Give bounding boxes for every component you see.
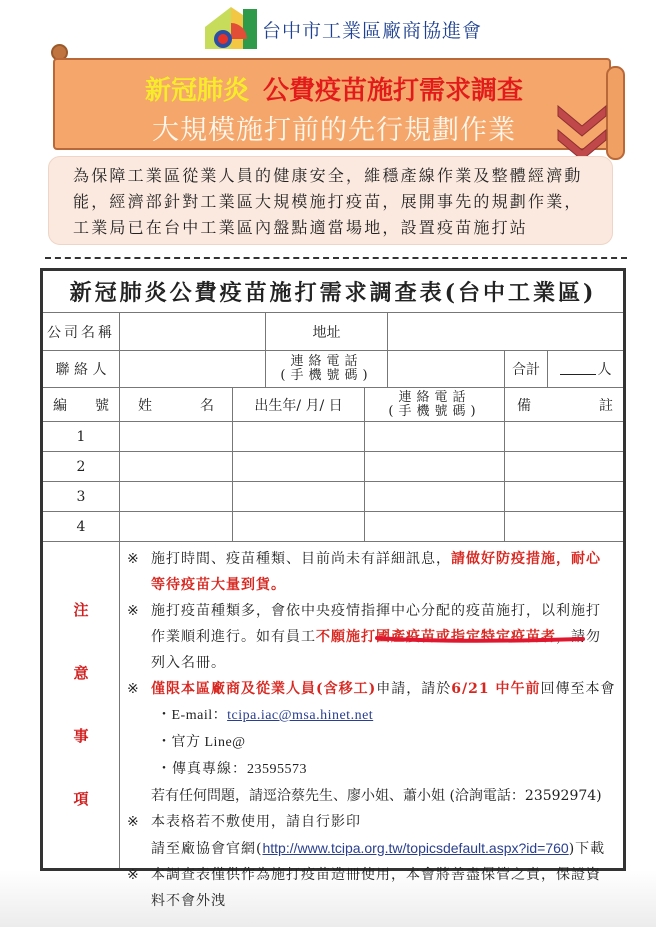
notes-body [121,542,623,909]
phone-field[interactable] [365,482,505,512]
notes-label-char: 注 [73,601,89,619]
phone-field[interactable] [365,422,505,452]
house-logo-icon [203,5,259,49]
intro-box [48,156,613,245]
note-text: 作業順利進行。如有員工 [151,629,316,645]
note-emphasis: 等待疫苗大量到貨。 [151,577,286,593]
email-label: ・E-mail： [157,708,228,723]
header-text: 連絡電話 [398,389,471,405]
form-title: 新冠肺炎公費疫苗施打需求調查表(台中工業區) [43,271,623,313]
note-2 [127,598,623,624]
banner-subtitle: 大規模施打前的先行規劃作業 [152,115,516,146]
phone-label-line1: 連絡電話 [290,354,363,369]
intro-line: 工業局已在台中工業區內盤點適當場地，設置疫苗施打站 [73,218,529,237]
contact-field[interactable] [120,351,266,388]
total-field[interactable] [548,351,623,388]
email-link[interactable]: tcipa.iac@msa.hinet.net [227,708,374,723]
note-text: 料不會外洩 [151,893,226,909]
remark-field[interactable] [505,422,623,452]
total-blank[interactable] [560,363,596,375]
contact-phone-field[interactable] [388,351,505,388]
address-label: 地址 [266,313,388,351]
note-3 [127,676,623,702]
note-text: ，請勿 [556,629,601,645]
note-emphasis: 不願施打國產疫苗或指定特定疫苗者 [316,629,556,645]
contact-info-line: 若有任何問題，請逕洽蔡先生、廖小姐、蕭小姐 (洽詢電話：23592974) [151,788,602,804]
header-text: 編 [53,397,67,414]
note-mark: ※ [127,867,140,883]
row-number: 1 [43,422,120,452]
note-text: )下載 [568,841,606,857]
banner-title-main: 公費疫苗施打需求調查 [263,76,524,106]
column-header-phone [365,388,505,422]
contact-phone-label [266,351,388,388]
organization-name: 台中市工業區廠商協進會 [262,20,483,42]
survey-form [40,268,626,909]
header-text: (手機號碼) [388,403,481,419]
double-chevron-down-icon [556,104,608,162]
note-text: 施打疫苗種類多，會依中央疫情指揮中心分配的疫苗施打，以利施打 [151,603,601,619]
dob-field[interactable] [233,452,365,482]
banner-title [55,70,613,107]
note-mark: ※ [127,551,140,567]
note-mark: ※ [127,814,140,830]
name-field[interactable] [120,422,233,452]
download-line [127,835,623,862]
name-field[interactable] [120,482,233,512]
header-text: 號 [95,397,109,414]
note-mark: ※ [127,603,140,619]
remark-field[interactable] [505,512,623,542]
notes-label-char: 意 [73,664,89,682]
total-unit: 人 [597,362,612,378]
fax-line [127,756,623,783]
notes-label [43,542,120,868]
note-5 [127,862,623,888]
note-2-cont [127,650,623,676]
line-account [127,729,623,756]
dob-field[interactable] [233,482,365,512]
column-header-number [43,388,120,422]
header-text: 註 [599,397,613,414]
note-mark: ※ [127,681,140,697]
red-underline-annotation [375,635,585,643]
intro-line: 為保障工業區從業人員的健康安全，維穩產線作業及整體經濟動 [73,166,583,185]
row-number: 4 [43,512,120,542]
header-text: 備 [517,397,531,414]
notes-label-char: 事 [73,727,89,745]
company-field[interactable] [120,313,266,351]
dob-field[interactable] [233,512,365,542]
fax-number: 23595573 [247,762,307,777]
phone-label-line2: (手機號碼) [280,368,373,383]
column-header-dob: 出生年/ 月/ 日 [233,388,365,422]
column-header-remark [505,388,623,422]
name-field[interactable] [120,452,233,482]
phone-field[interactable] [365,512,505,542]
row-number: 3 [43,482,120,512]
total-label: 合計 [505,351,548,388]
deadline-text: 6/21 中午前 [451,681,541,697]
note-text: 申請，請於 [376,681,452,697]
note-5-cont [127,888,623,914]
email-line [127,702,623,729]
note-text: 列入名冊。 [151,655,226,671]
intro-line: 能，經濟部針對工業區大規模施打疫苗，展開事先的規劃作業， [73,192,583,211]
note-1 [127,546,623,572]
row-number: 2 [43,452,120,482]
company-label: 公司名稱 [43,313,120,351]
note-text: 施打時間、疫苗種類、目前尚未有詳細訊息， [151,551,451,567]
column-header-name [120,388,233,422]
line-label: ・官方 Line@ [157,735,246,750]
note-text: 本表格若不敷使用，請自行影印 [151,814,361,830]
note-emphasis: 僅限本區廠商及從業人員(含移工) [151,681,377,697]
notes-label-char: 項 [73,790,89,808]
note-4 [127,809,623,835]
header-text: 姓 [138,397,152,414]
remark-field[interactable] [505,452,623,482]
note-text: 本調查表僅供作為施打疫苗造冊使用，本會將善盡保管之責，保證資 [151,867,601,883]
banner-title-highlight: 新冠肺炎 [144,76,249,106]
name-field[interactable] [120,512,233,542]
phone-field[interactable] [365,452,505,482]
address-field[interactable] [388,313,623,351]
note-text: 請至廠協會官網( [151,841,263,857]
note-emphasis: 請做好防疫措施，耐心 [451,551,601,567]
download-link[interactable]: http://www.tcipa.org.tw/topicsdefault.aspx?id=760 [262,840,569,856]
note-text: 回傳至本會 [540,681,616,697]
header-text: 名 [200,397,214,414]
title-banner [53,58,611,150]
scroll-roll-decoration [606,66,625,160]
dashed-divider [45,257,627,259]
contact-label: 聯 絡 人 [43,351,120,388]
fax-label: ・傳真專線： [157,761,247,777]
note-1-cont [127,572,623,598]
dob-field[interactable] [233,422,365,452]
remark-field[interactable] [505,482,623,512]
